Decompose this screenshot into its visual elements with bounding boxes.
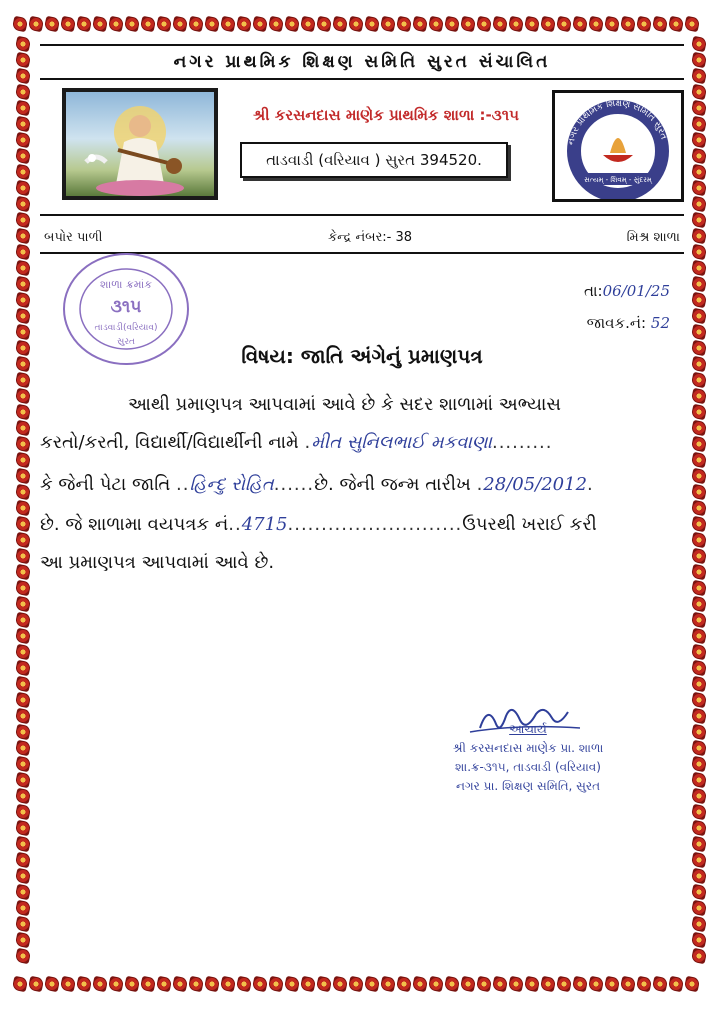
border-ornament [691,420,708,437]
border-ornament [412,976,429,993]
border-ornament [15,372,32,389]
header-title: નગર પ્રાથમિક શિક્ષણ સમિતિ સુરત સંચાલિત [173,52,551,72]
border-ornament [252,16,269,33]
body-line-3 [40,474,594,495]
border-ornament [15,36,32,52]
dotted-leader: . [587,474,594,495]
border-ornament [15,900,32,917]
school-type: મિશ્ર શાળા [626,230,680,245]
border-ornament [691,500,708,517]
border-ornament [204,16,221,33]
stamp-number: ૩૧૫ [110,297,142,317]
border-ornament [15,884,32,901]
border-ornament [460,976,477,993]
border-ornament [691,148,708,165]
border-ornament [556,16,573,33]
dotted-leader: .. [176,474,190,495]
border-ornament [691,404,708,421]
border-ornament [691,180,708,197]
border-ornament [691,308,708,325]
line3-middle: છે. જેની જન્મ તારીખ [314,474,471,495]
border-ornament [691,100,708,117]
border-ornament [652,976,669,993]
logo-ring-text: નગર પ્રાથમિક શિક્ષણ સમિતિ સુરત [566,98,669,146]
border-ornament [691,676,708,693]
border-ornament [220,976,237,993]
line3-prefix: કે જેની પેટા જાતિ [40,474,171,495]
stamp-label: શાળા ક્રમાંક [100,278,152,291]
meta-rule-top [40,214,684,216]
body-line-5: આ પ્રમાણપત્ર આપવામાં આવે છે. [40,552,275,573]
border-ornament [15,84,32,101]
border-ornament [15,580,32,597]
border-ornament [691,596,708,613]
border-ornament [540,976,557,993]
border-ornament [428,976,445,993]
border-ornament [15,452,32,469]
header-rule [40,78,684,80]
inward-line [520,314,670,332]
sub-caste: હિન્દુ રોહિત [189,474,274,495]
principal-stamp [430,720,626,796]
border-ornament [124,976,141,993]
border-ornament [691,196,708,213]
principal-school-number: શા.ક્ર-૩૧૫, તાડવાડી (વરિયાવ) [455,760,601,774]
border-ornament [172,16,189,33]
saraswati-image [62,88,218,200]
border-ornament [15,212,32,229]
border-ornament [691,68,708,85]
border-ornament [252,976,269,993]
decorative-border-right [688,36,710,974]
border-ornament [588,16,605,33]
border-ornament [15,916,32,933]
border-ornament [15,948,32,965]
top-rule [40,44,684,46]
border-ornament [396,976,413,993]
border-ornament [604,976,621,993]
border-ornament [396,16,413,33]
border-ornament [108,16,125,33]
border-ornament [691,628,708,645]
border-ornament [15,404,32,421]
border-ornament [691,580,708,597]
border-ornament [76,16,93,33]
border-ornament [15,932,32,949]
border-ornament [300,976,317,993]
border-ornament [172,976,189,993]
body-line-1: આથી પ્રમાણપત્ર આપવામાં આવે છે કે સદર શાળામાં અભ્યાસ [128,394,561,415]
border-ornament [332,16,349,33]
border-ornament [15,756,32,773]
border-ornament [588,976,605,993]
border-ornament [380,976,397,993]
border-ornament [604,16,621,33]
border-ornament [15,548,32,565]
border-ornament [15,244,32,261]
principal-title: આચાર્ય [509,722,547,736]
border-ornament [268,976,285,993]
body-line-2 [40,432,552,453]
border-ornament [691,884,708,901]
border-ornament [108,976,125,993]
border-ornament [188,16,205,33]
border-ornament [691,772,708,789]
border-ornament [691,948,708,965]
border-ornament [60,16,77,33]
border-ornament [412,16,429,33]
border-ornament [691,52,708,69]
date-label: તા: [583,282,603,300]
dotted-leader: ......... [491,432,553,453]
border-ornament [12,16,28,33]
border-ornament [691,260,708,277]
border-ornament [691,468,708,485]
border-ornament [691,116,708,133]
border-ornament [691,372,708,389]
border-ornament [691,548,708,565]
border-ornament [284,16,301,33]
border-ornament [140,16,157,33]
border-ornament [15,356,32,373]
border-ornament [444,16,461,33]
border-ornament [691,708,708,725]
border-ornament [380,16,397,33]
border-ornament [691,36,708,52]
border-ornament [476,16,493,33]
border-ornament [684,16,701,33]
committee-logo [552,90,684,202]
border-ornament [12,976,28,993]
border-ornament [15,420,32,437]
border-ornament [348,16,365,33]
decorative-border-top [12,14,710,36]
border-ornament [691,660,708,677]
border-ornament [508,976,525,993]
border-ornament [15,68,32,85]
border-ornament [15,852,32,869]
line4-prefix: છે. જે શાળામા વયપત્રક નં [40,514,229,535]
border-ornament [15,324,32,341]
border-ornament [140,976,157,993]
border-ornament [28,16,45,33]
border-ornament [44,16,61,33]
border-ornament [60,976,77,993]
border-ornament [188,976,205,993]
inward-label: જાવક.નં: [586,314,647,332]
border-ornament [668,976,685,993]
border-ornament [691,900,708,917]
border-ornament [691,276,708,293]
border-ornament [156,976,173,993]
line2-prefix: કરતો/કરતી, વિદ્યાર્થી/વિદ્યાર્થીની નામે [40,432,299,453]
border-ornament [15,612,32,629]
border-ornament [15,500,32,517]
inward-value: 52 [650,314,670,332]
border-ornament [15,276,32,293]
border-ornament [691,228,708,245]
stamp-city: સુરત [117,337,135,347]
border-ornament [15,868,32,885]
border-ornament [691,84,708,101]
border-ornament [15,228,32,245]
border-ornament [691,724,708,741]
border-ornament [492,16,509,33]
date-value: 06/01/25 [602,282,670,300]
border-ornament [691,820,708,837]
border-ornament [444,976,461,993]
border-ornament [691,436,708,453]
register-number: 4715 [241,514,288,535]
border-ornament [556,976,573,993]
dotted-leader: . [476,474,484,495]
border-ornament [691,932,708,949]
logo-motto: સત્યમ્ - શિવમ્ - સુંદરમ્ [584,176,652,184]
border-ornament [28,976,45,993]
border-ornament [284,976,301,993]
border-ornament [124,16,141,33]
border-ornament [620,976,637,993]
border-ornament [15,340,32,357]
border-ornament [691,516,708,533]
border-ornament [691,388,708,405]
border-ornament [684,976,701,993]
border-ornament [691,644,708,661]
border-ornament [15,692,32,709]
border-ornament [476,976,493,993]
border-ornament [460,16,477,33]
border-ornament [691,452,708,469]
border-ornament [15,308,32,325]
border-ornament [15,836,32,853]
dotted-leader: ...... [273,474,315,495]
border-ornament [316,976,333,993]
border-ornament [364,16,381,33]
border-ornament [492,976,509,993]
border-ornament [15,676,32,693]
border-ornament [15,564,32,581]
border-ornament [15,708,32,725]
border-ornament [348,976,365,993]
border-ornament [652,16,669,33]
border-ornament [236,16,253,33]
border-ornament [15,52,32,69]
stamp-place: તાડવાડી(વરિયાવ) [94,323,158,333]
border-ornament [15,148,32,165]
border-ornament [204,976,221,993]
principal-school: શ્રી કરસનદાસ માણેક પ્રા. શાળા [452,741,604,755]
border-ornament [572,16,589,33]
border-ornament [524,976,541,993]
school-name: શ્રી કરસનદાસ માણેક પ્રાથમિક શાળા :-૩૧૫ [253,106,519,124]
border-ornament [15,196,32,213]
certificate-subject: વિષય: જાતિ અંગેનું પ્રમાણપત્ર [241,344,483,368]
shift-label: બપોર પાળી [44,230,103,245]
border-ornament [15,532,32,549]
birth-date: 28/05/2012 [483,474,588,495]
border-ornament [691,788,708,805]
border-ornament [15,260,32,277]
border-ornament [15,596,32,613]
border-ornament [15,436,32,453]
border-ornament [620,16,637,33]
border-ornament [15,116,32,133]
border-ornament [15,132,32,149]
border-ornament [15,484,32,501]
decorative-border-bottom [12,974,710,996]
border-ornament [364,976,381,993]
border-ornament [572,976,589,993]
border-ornament [524,16,541,33]
border-ornament [76,976,93,993]
border-ornament [44,976,61,993]
border-ornament [691,868,708,885]
border-ornament [691,852,708,869]
border-ornament [316,16,333,33]
border-ornament [15,820,32,837]
centre-number: કેન્દ્ર નંબર:- 38 [327,230,413,245]
border-ornament [156,16,173,33]
border-ornament [92,16,109,33]
border-ornament [691,132,708,149]
decorative-border-left [12,36,34,974]
border-ornament [691,836,708,853]
border-ornament [691,212,708,229]
border-ornament [15,788,32,805]
border-ornament [332,976,349,993]
body-line-4 [40,514,597,535]
border-ornament [236,976,253,993]
border-ornament [691,692,708,709]
border-ornament [220,16,237,33]
border-ornament [15,164,32,181]
border-ornament [636,16,653,33]
principal-committee: નગર પ્રા. શિક્ષણ સમિતિ, સુરત [455,779,601,793]
border-ornament [15,772,32,789]
border-ornament [691,324,708,341]
border-ornament [691,340,708,357]
border-ornament [691,740,708,757]
border-ornament [691,164,708,181]
border-ornament [15,628,32,645]
dotted-leader: .. [228,514,242,535]
border-ornament [15,516,32,533]
border-ornament [15,804,32,821]
border-ornament [636,976,653,993]
date-line [540,282,670,300]
border-ornament [691,564,708,581]
border-ornament [15,468,32,485]
line4-suffix: ઉપરથી ખરાઈ કરી [462,514,597,535]
dotted-leader: . [304,432,312,453]
border-ornament [15,644,32,661]
border-ornament [691,756,708,773]
border-ornament [15,740,32,757]
dotted-leader: .......................... [287,514,463,535]
border-ornament [268,16,285,33]
border-ornament [540,16,557,33]
border-ornament [92,976,109,993]
border-ornament [691,612,708,629]
border-ornament [15,724,32,741]
border-ornament [691,292,708,309]
border-ornament [691,916,708,933]
border-ornament [691,356,708,373]
student-name: મીત સુનિલભાઈ મકવાણા [311,432,492,453]
border-ornament [15,100,32,117]
border-ornament [15,180,32,197]
border-ornament [691,244,708,261]
border-ornament [691,484,708,501]
border-ornament [668,16,685,33]
border-ornament [428,16,445,33]
border-ornament [691,804,708,821]
border-ornament [15,388,32,405]
border-ornament [300,16,317,33]
border-ornament [508,16,525,33]
border-ornament [15,660,32,677]
border-ornament [15,292,32,309]
border-ornament [691,532,708,549]
school-address: તાડવાડી (વરિયાવ ) સુરત 394520. [240,142,508,178]
